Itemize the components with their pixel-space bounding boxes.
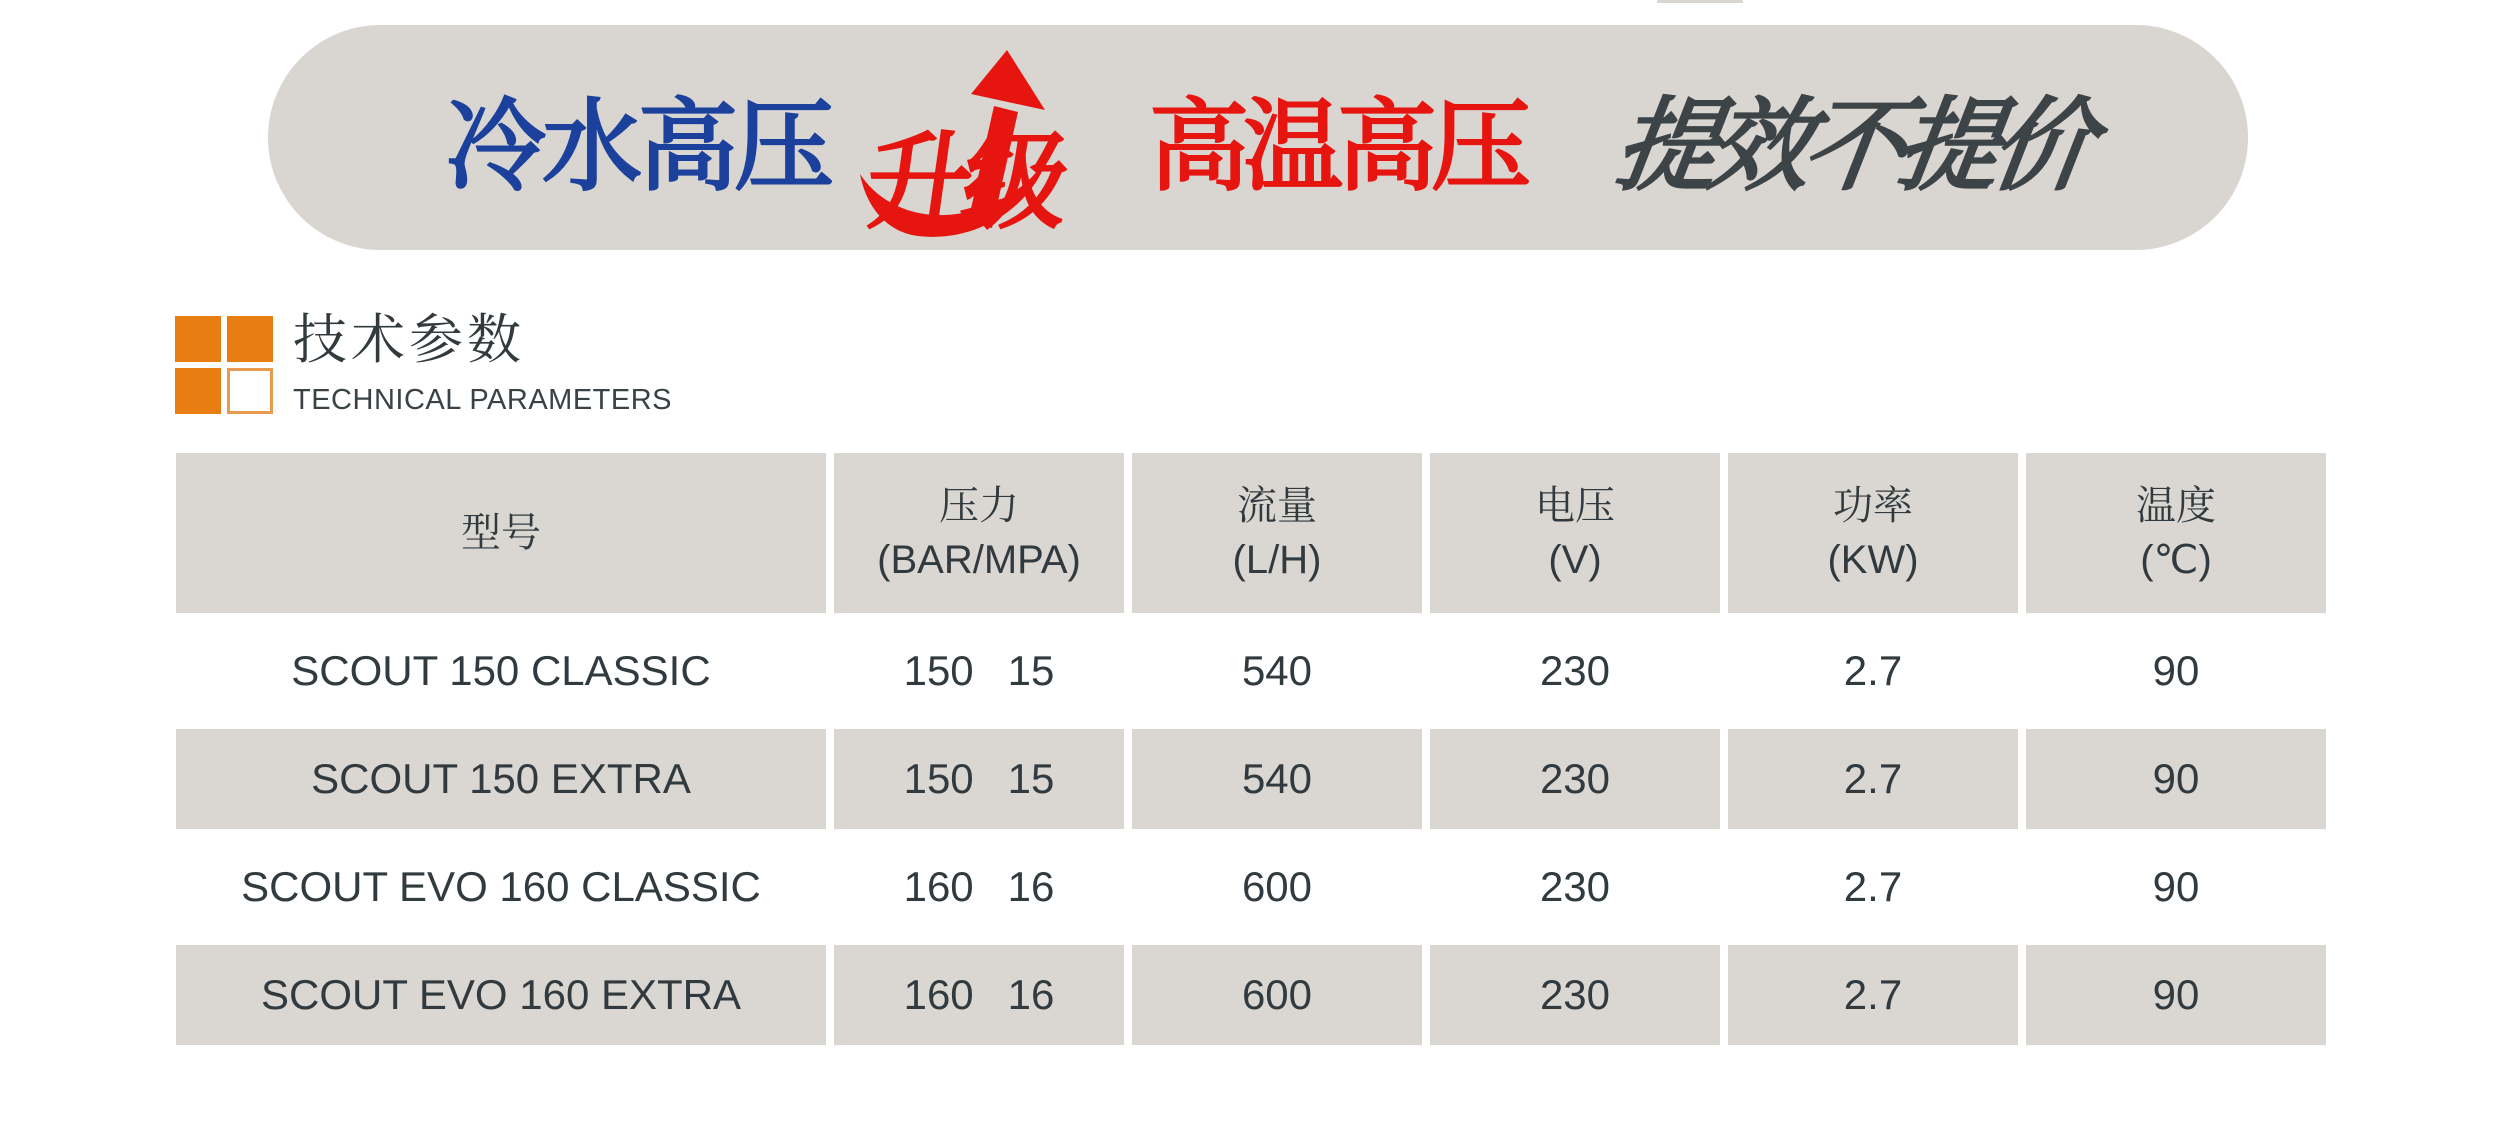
power-cell: 2.7 — [1728, 621, 2018, 721]
temperature-cell: 90 — [2026, 729, 2326, 829]
grid-squares-icon — [175, 316, 277, 418]
model-cell: SCOUT 150 EXTRA — [176, 729, 826, 829]
spec-table — [168, 445, 2334, 1053]
model-cell: SCOUT EVO 160 CLASSIC — [176, 837, 826, 937]
voltage-cell: 230 — [1430, 945, 1720, 1045]
section-title: 技术参数 — [293, 310, 525, 370]
hot-water-headline: 高温高压 — [1149, 91, 1525, 203]
table-row — [176, 837, 2326, 937]
header-pressure: 压力 (BAR/MPA) — [834, 453, 1124, 613]
cropped-previous-section — [1657, 0, 1743, 3]
power-cell: 2.7 — [1728, 729, 2018, 829]
section-heading — [175, 310, 672, 418]
flow-cell: 600 — [1132, 837, 1422, 937]
header-temperature: 温度 (℃) — [2026, 453, 2326, 613]
power-cell: 2.7 — [1728, 945, 2018, 1045]
section-subtitle: TECHNICAL PARAMETERS — [293, 384, 672, 417]
temperature-cell: 90 — [2026, 621, 2326, 721]
pressure-cell: 160 16 — [834, 945, 1124, 1045]
section-titles — [293, 310, 672, 417]
header-flow: 流量 (L/H) — [1132, 453, 1422, 613]
voltage-cell: 230 — [1430, 837, 1720, 937]
upgrade-badge — [856, 50, 1091, 240]
header-model: 型号 — [176, 453, 826, 613]
model-cell: SCOUT EVO 160 EXTRA — [176, 945, 826, 1045]
temperature-cell: 90 — [2026, 837, 2326, 937]
voltage-cell: 230 — [1430, 729, 1720, 829]
model-cell: SCOUT 150 CLASSIC — [176, 621, 826, 721]
pressure-cell: 150 15 — [834, 729, 1124, 829]
table-row — [176, 945, 2326, 1045]
logo-square-top-right — [227, 316, 273, 362]
flow-cell: 600 — [1132, 945, 1422, 1045]
header-row — [176, 453, 2326, 613]
logo-square-top-left — [175, 316, 221, 362]
pressure-cell: 160 16 — [834, 837, 1124, 937]
headline-banner — [268, 25, 2248, 250]
spec-table-container — [168, 445, 2334, 1053]
voltage-cell: 230 — [1430, 621, 1720, 721]
header-power: 功率 (KW) — [1728, 453, 2018, 613]
table-row — [176, 621, 2326, 721]
flow-cell: 540 — [1132, 621, 1422, 721]
upgrade-label: 升级 — [858, 123, 1068, 242]
cold-water-headline: 冷水高压 — [446, 91, 830, 203]
temperature-cell: 90 — [2026, 945, 2326, 1045]
logo-square-bottom-left — [175, 368, 221, 414]
table-row — [176, 729, 2326, 829]
flow-cell: 540 — [1132, 729, 1422, 829]
logo-square-bottom-right-outline — [227, 368, 273, 414]
pressure-cell: 150 15 — [834, 621, 1124, 721]
power-cell: 2.7 — [1728, 837, 2018, 937]
slogan-headline: 提效不提价 — [1607, 88, 2094, 203]
header-voltage: 电压 (V) — [1430, 453, 1720, 613]
